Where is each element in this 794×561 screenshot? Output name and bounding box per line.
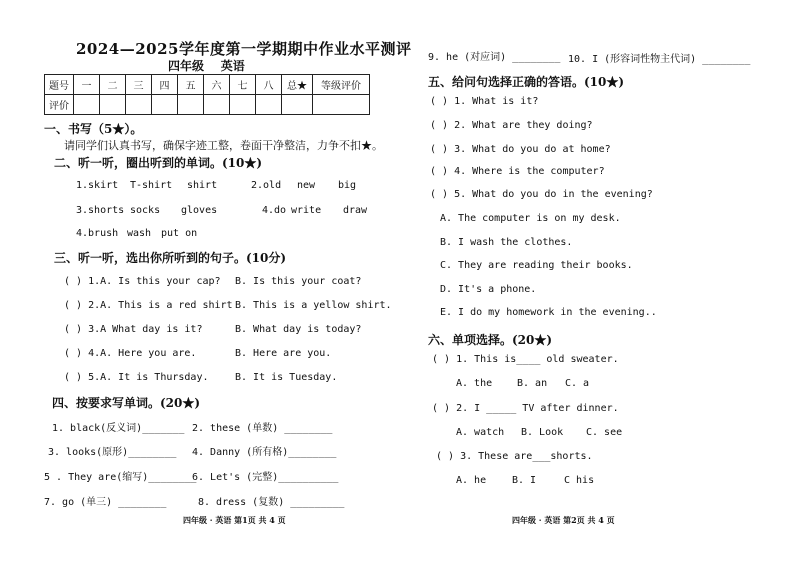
score-cell: 三 xyxy=(126,75,152,95)
mc-option[interactable]: B. Look xyxy=(521,427,564,438)
page-footer: 四年级 · 英语 第1页 共 4 页 xyxy=(183,515,286,525)
section4-heading: 四、按要求写单词。(20★) xyxy=(52,396,201,410)
mc-option[interactable]: B. an xyxy=(517,378,548,389)
score-input-cell[interactable] xyxy=(74,95,100,115)
answer-option: A. The computer is on my desk. xyxy=(440,213,621,224)
fill-blank[interactable]: 9. he (对应词) ________ xyxy=(428,52,561,63)
right-page xyxy=(400,0,794,561)
score-cell: 四 xyxy=(152,75,178,95)
score-input-cell[interactable] xyxy=(230,95,256,115)
word-option[interactable]: new xyxy=(297,180,316,191)
score-cell: 七 xyxy=(230,75,256,95)
page-footer: 四年级 · 英语 第2页 共 4 页 xyxy=(512,515,615,525)
score-cell: 评价 xyxy=(45,95,74,115)
option-a[interactable]: ( ) 2.A. This is a red shirt xyxy=(64,300,233,311)
score-cell: 六 xyxy=(204,75,230,95)
score-input-cell[interactable] xyxy=(282,95,313,115)
mc-option[interactable]: C his xyxy=(564,475,595,486)
option-a[interactable]: ( ) 5.A. It is Thursday. xyxy=(64,372,209,383)
word-option[interactable]: shirt xyxy=(187,180,218,191)
word-option[interactable]: T-shirt xyxy=(130,180,173,191)
option-b[interactable]: B. What day is today? xyxy=(235,324,362,335)
fill-blank[interactable]: 1. black(反义词)_______ xyxy=(52,423,185,434)
score-cell: 八 xyxy=(256,75,282,95)
score-cell: 二 xyxy=(100,75,126,95)
mc-question[interactable]: ( ) 2. I _____ TV after dinner. xyxy=(432,403,619,414)
score-table-header-row xyxy=(45,75,370,95)
fill-blank[interactable]: 7. go (单三) ________ xyxy=(44,497,167,508)
mc-option[interactable]: A. he xyxy=(456,475,487,486)
answer-option: B. I wash the clothes. xyxy=(440,237,573,248)
score-table xyxy=(44,74,370,115)
mc-question[interactable]: ( ) 3. These are___shorts. xyxy=(436,451,593,462)
option-a[interactable]: ( ) 1.A. Is this your cap? xyxy=(64,276,221,287)
answer-option: E. I do my homework in the evening.. xyxy=(440,307,657,318)
exam-title: 2024—2025学年度第一学期期中作业水平测评 xyxy=(76,40,412,58)
score-input-cell[interactable] xyxy=(100,95,126,115)
word-option[interactable]: 4.brush xyxy=(76,228,119,239)
question[interactable]: ( ) 1. What is it? xyxy=(430,96,539,107)
option-a[interactable]: ( ) 4.A. Here you are. xyxy=(64,348,197,359)
score-input-cell[interactable] xyxy=(313,95,370,115)
word-option[interactable]: 1.skirt xyxy=(76,180,119,191)
mc-option[interactable]: A. watch xyxy=(456,427,505,438)
fill-blank[interactable]: 4. Danny (所有格)________ xyxy=(192,447,337,458)
word-option[interactable]: 4.do xyxy=(262,205,287,216)
exam-subtitle: 四年级 英语 xyxy=(168,59,245,73)
section3-heading: 三、听一听，选出你所听到的句子。(10分) xyxy=(54,251,287,265)
answer-option: C. They are reading their books. xyxy=(440,260,633,271)
score-input-cell[interactable] xyxy=(152,95,178,115)
word-option[interactable]: put on xyxy=(161,228,198,239)
option-a[interactable]: ( ) 3.A What day is it? xyxy=(64,324,203,335)
fill-blank[interactable]: 6. Let's (完整)__________ xyxy=(192,472,339,483)
word-option[interactable]: socks xyxy=(130,205,161,216)
word-option[interactable]: 2.old xyxy=(251,180,282,191)
question[interactable]: ( ) 2. What are they doing? xyxy=(430,120,593,131)
score-table-eval-row xyxy=(45,95,370,115)
section2-heading: 二、听一听，圈出听到的单词。(10★) xyxy=(54,156,263,170)
section1-body: 请同学们认真书写，确保字迹工整，卷面干净整洁，力争不扣★。 xyxy=(64,139,383,152)
score-cell: 题号 xyxy=(45,75,74,95)
mc-option[interactable]: A. the xyxy=(456,378,493,389)
fill-blank[interactable]: 5 . They are(缩写)________ xyxy=(44,472,197,483)
mc-option[interactable]: C. see xyxy=(586,427,623,438)
option-b[interactable]: B. Is this your coat? xyxy=(235,276,362,287)
mc-option[interactable]: B. I xyxy=(512,475,537,486)
fill-blank[interactable]: 3. looks(原形)________ xyxy=(48,447,177,458)
fill-blank[interactable]: 8. dress (复数) _________ xyxy=(198,497,345,508)
question[interactable]: ( ) 5. What do you do in the evening? xyxy=(430,189,653,200)
section5-heading: 五、给问句选择正确的答语。(10★) xyxy=(428,75,625,89)
word-option[interactable]: gloves xyxy=(181,205,218,216)
score-cell: 总★ xyxy=(282,75,313,95)
fill-blank[interactable]: 10. I (形容词性物主代词) ________ xyxy=(568,54,751,65)
score-input-cell[interactable] xyxy=(178,95,204,115)
option-b[interactable]: B. This is a yellow shirt. xyxy=(235,300,392,311)
score-cell: 一 xyxy=(74,75,100,95)
answer-option: D. It's a phone. xyxy=(440,284,537,295)
question[interactable]: ( ) 3. What do you do at home? xyxy=(430,144,611,155)
word-option[interactable]: write xyxy=(291,205,322,216)
fill-blank[interactable]: 2. these (单数) ________ xyxy=(192,423,333,434)
section1-heading: 一、书写（5★）。 xyxy=(44,122,143,136)
score-cell: 五 xyxy=(178,75,204,95)
word-option[interactable]: big xyxy=(338,180,357,191)
section6-heading: 六、单项选择。(20★) xyxy=(428,333,553,347)
score-input-cell[interactable] xyxy=(256,95,282,115)
mc-option[interactable]: C. a xyxy=(565,378,590,389)
score-cell: 等级评价 xyxy=(313,75,370,95)
mc-question[interactable]: ( ) 1. This is____ old sweater. xyxy=(432,354,619,365)
word-option[interactable]: wash xyxy=(127,228,152,239)
question[interactable]: ( ) 4. Where is the computer? xyxy=(430,166,605,177)
option-b[interactable]: B. Here are you. xyxy=(235,348,332,359)
score-input-cell[interactable] xyxy=(204,95,230,115)
word-option[interactable]: draw xyxy=(343,205,368,216)
word-option[interactable]: 3.shorts xyxy=(76,205,125,216)
option-b[interactable]: B. It is Tuesday. xyxy=(235,372,338,383)
score-input-cell[interactable] xyxy=(126,95,152,115)
